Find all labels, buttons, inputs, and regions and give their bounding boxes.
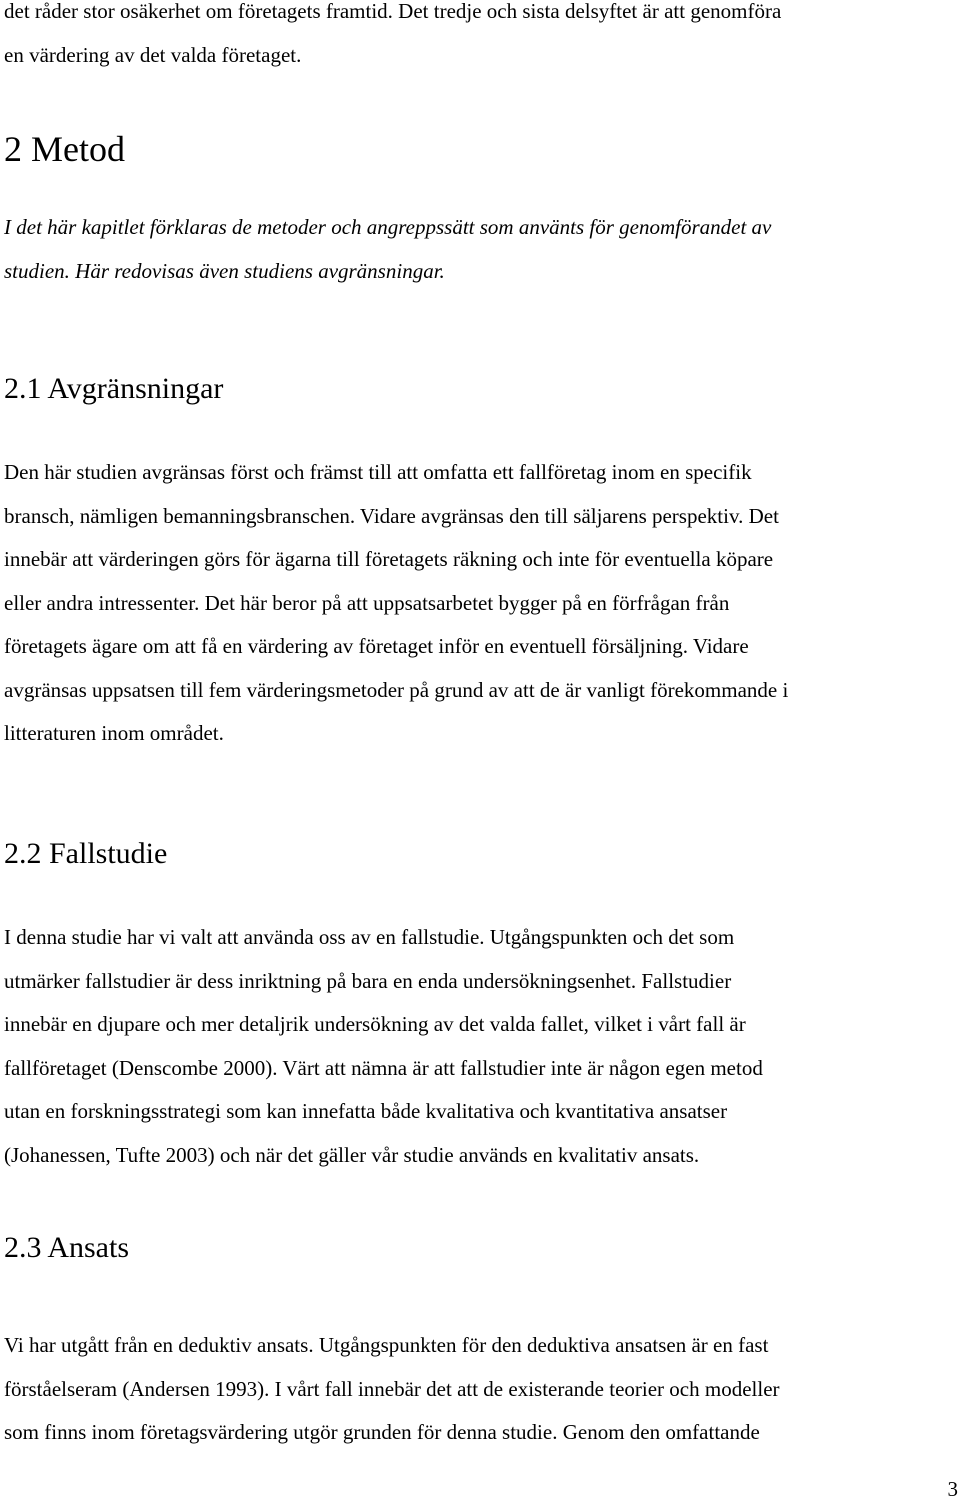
paragraph-line: (Johanessen, Tufte 2003) och när det gäller vår studie används en kvalitativ ansats. — [4, 1142, 700, 1167]
continuation-paragraph — [4, 0, 781, 77]
paragraph-line: avgränsas uppsatsen till fem värderingsmetoder på grund av att de är vanligt förekommande i — [4, 677, 789, 702]
paragraph-line: en värdering av det valda företaget. — [4, 42, 302, 67]
paragraph-line: fallföretaget (Denscombe 2000). Värt att nämna är att fallstudier inte är någon egen metod — [4, 1055, 763, 1080]
paragraph-line: innebär en djupare och mer detaljrik undersökning av det valda fallet, vilket i vårt fall är — [4, 1012, 746, 1036]
paragraph-line: I denna studie har vi valt att använda oss av en fallstudie. Utgångspunkten och det som — [4, 925, 735, 949]
paragraph-line: utan en forskningsstrategi som kan innefatta både kvalitativa och kvantitativa ansatser — [4, 1099, 728, 1123]
page-number: 3 — [947, 1477, 958, 1501]
ansats-paragraph — [4, 1324, 780, 1455]
paragraph-line: företagets ägare om att få en värdering av företaget inför en eventuell försäljning. Vidare — [4, 634, 749, 658]
paragraph-line: som finns inom företagsvärdering utgör grunden för denna studie. Genom den omfattande — [4, 1420, 760, 1444]
metod-intro-paragraph — [4, 206, 771, 293]
paragraph-line: studien. Här redovisas även studiens avgränsningar. — [4, 258, 445, 283]
section-heading-fallstudie: 2.2 Fallstudie — [4, 837, 168, 870]
paragraph-line: förståelseram (Andersen 1993). I vårt fall innebär det att de existerande teorier och modeller — [4, 1376, 780, 1401]
paragraph-line: Vi har utgått från en deduktiv ansats. Utgångspunkten för den deduktiva ansatsen är en fast — [4, 1333, 769, 1357]
paragraph-line: I det här kapitlet förklaras de metoder och angreppssätt som använts för genomförandet av — [4, 215, 772, 239]
paragraph-line: det råder stor osäkerhet om företagets framtid. Det tredje och sista delsyftet är att genomföra — [4, 0, 782, 23]
avgransningar-paragraph — [4, 451, 788, 756]
paragraph-line: Den här studien avgränsas först och främst till att omfatta ett fallföretag inom en specifik — [4, 460, 752, 484]
paragraph-line: utmärker fallstudier är dess inriktning på bara en enda undersökningsenhet. Fallstudier — [4, 968, 732, 993]
paragraph-line: bransch, nämligen bemanningsbranschen. Vidare avgränsas den till säljarens perspektiv. Det — [4, 503, 779, 528]
section-heading-metod: 2 Metod — [4, 129, 125, 169]
paragraph-line: innebär att värderingen görs för ägarna till företagets räkning och inte för eventuella köpare — [4, 547, 774, 571]
paragraph-line: litteraturen inom området. — [4, 721, 224, 745]
section-heading-avgransningar: 2.1 Avgränsningar — [4, 372, 224, 405]
fallstudie-paragraph — [4, 916, 763, 1177]
section-heading-ansats: 2.3 Ansats — [4, 1231, 130, 1264]
paragraph-line: eller andra intressenter. Det här beror på att uppsatsarbetet bygger på en förfrågan från — [4, 590, 730, 615]
